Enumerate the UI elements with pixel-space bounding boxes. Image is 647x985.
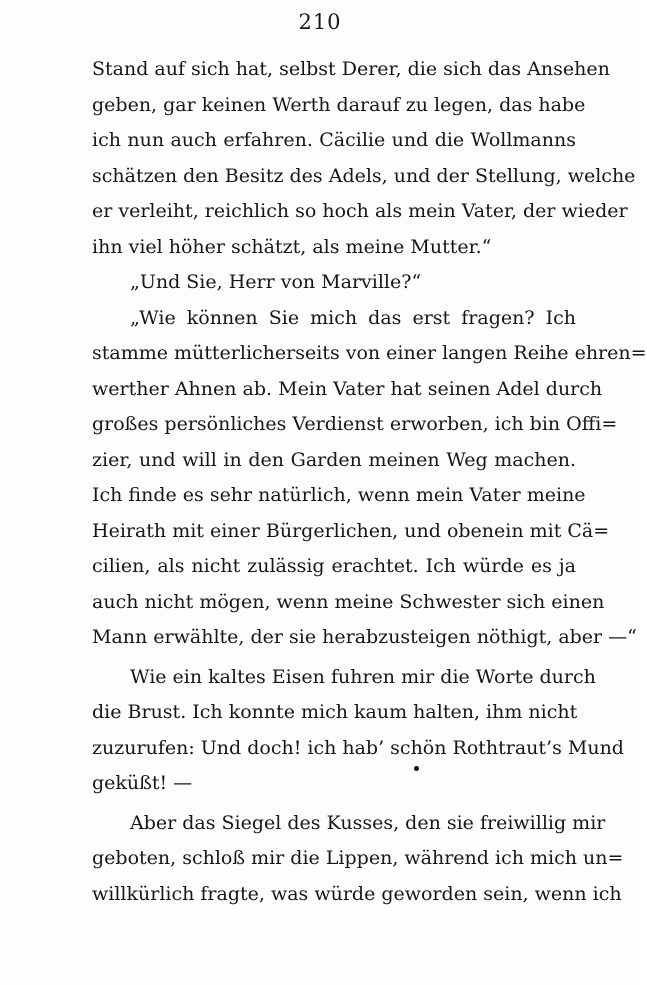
text-line: willkürlich fragte, was würde geworden sein, wenn ich xyxy=(92,882,622,905)
ink-speck xyxy=(414,766,419,771)
text-line: ich nun auch erfahren. Cäcilie und die Wollmanns xyxy=(92,129,576,151)
text-line: Heirath mit einer Bürgerlichen, und obenein mit Cä= xyxy=(92,519,610,542)
text-line: auch nicht mögen, wenn meine Schwester sich einen xyxy=(92,590,605,613)
text-line: Ich finde es sehr natürlich, wenn mein Vater meine xyxy=(92,484,586,506)
text-line: zier, und will in den Garden meinen Weg machen. xyxy=(92,448,576,471)
text-line: stamme mütterlicherseits von einer langen Reihe ehren= xyxy=(92,342,647,364)
text-line: „Wie können Sie mich das erst fragen? Ich xyxy=(130,306,576,329)
text-line: die Brust. Ich konnte mich kaum halten, ihm nicht xyxy=(92,701,578,723)
text-line: ihn viel höher schätzt, als meine Mutter.“ xyxy=(92,235,492,258)
text-line: werther Ahnen ab. Mein Vater hat seinen Adel durch xyxy=(92,377,603,400)
body-text xyxy=(92,52,647,912)
text-line: cilien, als nicht zulässig erachtet. Ich würde es ja xyxy=(92,555,576,577)
page-number: 210 xyxy=(298,10,342,34)
text-line: Aber das Siegel des Kusses, den sie freiwillig mir xyxy=(130,811,606,834)
text-line: zuzurufen: Und doch! ich hab’ schön Rothtraut’s Mund xyxy=(92,736,624,759)
text-line: schätzen den Besitz des Adels, und der Stellung, welche xyxy=(92,164,636,187)
text-line: Wie ein kaltes Eisen fuhren mir die Worte durch xyxy=(130,665,596,688)
text-line: „Und Sie, Herr von Marville?“ xyxy=(130,271,422,293)
text-line: Mann erwählte, der sie herabzusteigen nöthigt, aber —“ xyxy=(92,626,637,648)
text-line: er verleiht, reichlich so hoch als mein Vater, der wieder xyxy=(92,200,628,222)
text-line: geküßt! — xyxy=(92,772,193,794)
text-line: großes persönliches Verdienst erworben, ich bin Offi= xyxy=(92,413,618,435)
text-line: geben, gar keinen Werth darauf zu legen, das habe xyxy=(92,93,586,116)
text-line: Stand auf sich hat, selbst Derer, die sich das Ansehen xyxy=(92,58,610,80)
text-line: geboten, schloß mir die Lippen, während ich mich un= xyxy=(92,847,624,869)
